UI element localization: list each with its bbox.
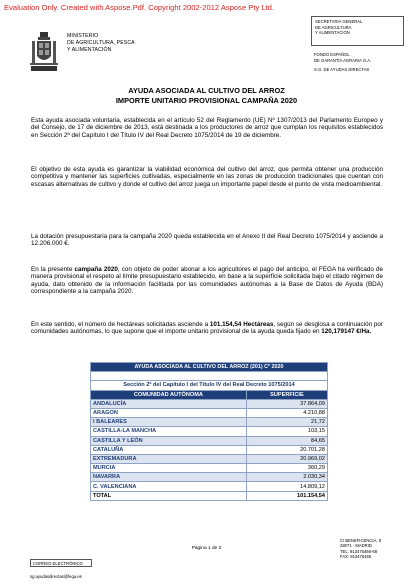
paragraph-campaign [31,266,383,296]
column-header-surface: SUPERFICIE [246,390,327,399]
row-community: NAVARRA [91,473,247,482]
row-surface: 84,65 [246,436,327,445]
table-row [91,399,328,408]
ministry-name [67,33,135,54]
row-community: ARAGON [91,408,247,417]
document-subtitle: IMPORTE UNITARIO PROVISIONAL CAMPAÑA 2020 [115,96,298,105]
fega-subdirection: S.G. DE AYUDAS DIRECTAS [314,67,370,73]
coat-of-arms-icon [30,32,58,72]
row-surface: 2.030,34 [246,473,327,482]
table-row [91,473,328,482]
email-address[interactable]: sg.ayudasdirectas@fega.es [30,574,82,579]
hectares-text-b: , según se desglosa a continuación por comunidades autónomas, lo que supone que el importe unitario provisional de la ayuda queda fijado en [31,321,383,336]
table-row [91,464,328,473]
hectares-text-a: En este sentido, el número de hectáreas solicitadas asciende a [31,321,210,328]
surface-table [90,362,328,501]
address-line-1: C/ BENEFICENCIA, 8 [340,538,381,543]
row-surface: 20.701,28 [246,445,327,454]
address-line-2: 28071 - MADRID [340,543,372,549]
table-row [91,436,328,445]
row-community: MURCIA [91,464,247,473]
email-label-box: CORREO ELECTRÓNICO [30,559,92,567]
row-community: CASTILLA Y LEÓN [91,436,247,445]
table-row [91,445,328,454]
table-title: AYUDA ASOCIADA AL CULTIVO DEL ARROZ (201) Cª 2020 [91,363,328,372]
table-subtitle: Sección 2ª del Capítulo I del Título IV del Real Decreto 1075/2014 [91,381,328,390]
total-label: TOTAL [91,491,247,500]
paragraph-objective: El objetivo de esta ayuda es garantizar la viabilidad económica del cultivo del arroz, que permita obtener una producción competitiva y mantener las superficies cultivadas, especialmente en las zonas de producción tradicionales que cuentan con escasas alternativas de cultivo y donde el cultivo del arroz juega un importante papel desde el punto de vista medioambiental. [31,166,383,188]
address-fax: FAX: 913476465 [340,554,372,560]
row-community: CASTILLA-LA MANCHA [91,427,247,436]
row-community: EXTREMADURA [91,454,247,463]
row-surface: 4.210,88 [246,408,327,417]
row-community: C. VALENCIANA [91,482,247,491]
row-surface: 14.809,12 [246,482,327,491]
row-community: CATALUÑA [91,445,247,454]
secretaria-line-3: Y ALIMENTACIÓN [315,30,350,36]
column-header-community: COMUNIDAD AUTÓNOMA [91,390,247,399]
table-spacer [91,372,328,381]
footer-address [340,538,381,560]
secretaria-box [311,16,404,46]
row-community: ANDALUCÍA [91,399,247,408]
row-community: I BALEARES [91,418,247,427]
table-row [91,482,328,491]
table-row [91,454,328,463]
row-surface: 103,15 [246,427,327,436]
address-phone: TEL: 913476466-68 [340,548,378,554]
table-total-row [91,491,328,500]
fega-block [314,52,406,73]
campaign-year: campaña 2020 [74,266,118,273]
paragraph-budget: La dotación presupuestaria para la campaña 2020 queda establecida en el Anexo II del Real Decreto 1075/2014 y asciende a 12.206.000 €. [31,233,383,248]
paragraph-legal-basis: Esta ayuda asociada voluntaria, establecida en el artículo 52 del Reglamento (UE) Nº 1307/2013 del Parlamento Europeo y del Consejo, de 17 de diciembre de 2013, está destinada a los productores de arroz que cumplan los requisitos establecidos en Sección 2ª del Capítulo I del Título IV del Real Decreto 1075/2014 de 19 de diciembre. [31,117,383,139]
ministry-line-2: DE AGRICULTURA, PESCA [67,40,135,46]
fega-line-1: FONDO ESPAÑOL [314,52,350,57]
ministry-line-3: Y ALIMENTACIÓN [67,47,112,53]
campaign-text-a: En la presente [31,266,75,273]
table-row [91,408,328,417]
secretaria-line-2: DE AGRICULTURA [315,24,352,30]
table-row [91,427,328,436]
ministry-line-1: MINISTERIO [67,33,99,39]
row-surface: 37.864,09 [246,399,327,408]
row-surface: 21,72 [246,418,327,427]
paragraph-hectares [31,321,383,336]
document-title: AYUDA ASOCIADA AL CULTIVO DEL ARROZ [128,86,285,95]
campaign-text-b: , con objeto de poder abonar a los agricultores el pago del anticipo, el FEGA ha verificado de manera provisional el respeto al límite presupuestario establecido, en base a la superficie solicitada bajo el citado régimen de ayuda, dato obtenido de la información facilitada por las comunidades autónomas a la Base de Datos de Ayuda (BDA) correspondiente a la campaña 2020. [31,266,383,296]
unit-amount: 120,179147 €/Ha. [321,328,372,336]
row-surface: 360,29 [246,464,327,473]
secretaria-line-1: SECRETARIA GENERAL [315,19,363,24]
row-surface: 20.969,02 [246,454,327,463]
total-value: 101.154,54 [246,491,327,500]
table-row [91,418,328,427]
hectares-total: 101.154,54 Hectáreas [209,321,274,328]
fega-line-2: DE GARANTÍA AGRARIA O.A. [314,57,372,63]
page-number: Página 1 de 2 [191,546,222,551]
evaluation-watermark: Evaluation Only. Created with Aspose.Pdf. Copyright 2002-2012 Aspose Pty Ltd. [4,3,275,12]
